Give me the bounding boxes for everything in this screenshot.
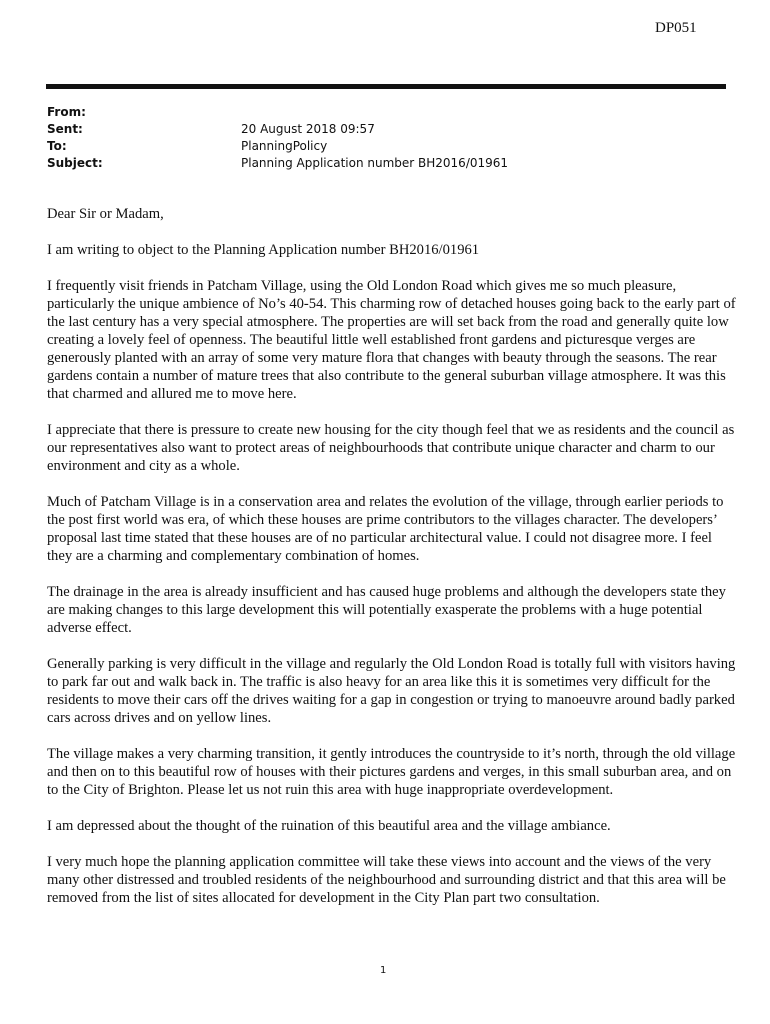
paragraph-closing: I very much hope the planning application committee will take these views into account and the views of the very many other distressed and troubled residents of the neighbourhood and surrounding district and that this area will be removed from the list of sites allocated for development in the City Plan part two consultation. — [47, 854, 726, 906]
header-divider — [46, 84, 726, 89]
paragraph-drainage: The drainage in the area is already insufficient and has caused huge problems and although the developers state they are making changes to this large development this will potentially exasperate the problems with a huge potential adverse effect. — [47, 584, 726, 636]
paragraph-conservation: Much of Patcham Village is in a conservation area and relates the evolution of the village, through earlier periods to the post first world was era, of which these houses are prime contributors to the villages character. The developers’ proposal last time stated that these houses are of no particular architectural value. I could not disagree more. I feel they are a charming and complementary combination of homes. — [47, 494, 724, 564]
sent-label: Sent: — [47, 122, 83, 136]
to-value: PlanningPolicy — [241, 139, 328, 153]
paragraph-objection: I am writing to object to the Planning Application number BH2016/01961 — [47, 242, 480, 258]
subject-label: Subject: — [47, 156, 103, 170]
paragraph-transition: The village makes a very charming transition, it gently introduces the countryside to it’s north, through the old village and then on to this beautiful row of houses with their pictures gardens and verges, in this small suburban area, and on to the City of Brighton. Please let us not ruin this area with huge inappropriate overdevelopment. — [47, 746, 736, 798]
paragraph-depressed: I am depressed about the thought of the ruination of this beautiful area and the village ambiance. — [47, 818, 611, 834]
to-label: To: — [47, 139, 67, 153]
salutation: Dear Sir or Madam, — [47, 206, 164, 222]
document-reference: DP051 — [655, 20, 697, 36]
paragraph-housing-pressure: I appreciate that there is pressure to create new housing for the city though feel that we as residents and the council as our representatives also want to protect areas of neighbourhoods that contribute unique character and charm to our environment and city as a whole. — [47, 422, 735, 474]
paragraph-ambience: I frequently visit friends in Patcham Village, using the Old London Road which gives me so much pleasure, particularly the unique ambience of No’s 40-54. This charming row of detached houses going back to the early part of the last century has a very special atmosphere. The properties are will set back from the road and generally quite low creating a lovely feel of openness. The beautiful little well established front gardens and picturesque verges are generously planted with an array of some very mature flora that changes with beauty through the seasons. The rear gardens contain a number of mature trees that also contribute to the general suburban village atmosphere. It was this that charmed and allured me to move here. — [47, 278, 736, 402]
sent-value: 20 August 2018 09:57 — [241, 122, 375, 136]
paragraph-parking: Generally parking is very difficult in the village and regularly the Old London Road is totally full with visitors having to park far out and walk back in. The traffic is also heavy for an area like this it is sometimes very difficult for the residents to move their cars off the drives waiting for a gap in congestion or trying to manoeuvre around badly parked cars across drives and on yellow lines. — [47, 656, 736, 726]
subject-value: Planning Application number BH2016/01961 — [241, 156, 509, 170]
from-label: From: — [47, 105, 86, 119]
page-number: 1 — [380, 965, 387, 976]
letter-body — [47, 205, 737, 925]
